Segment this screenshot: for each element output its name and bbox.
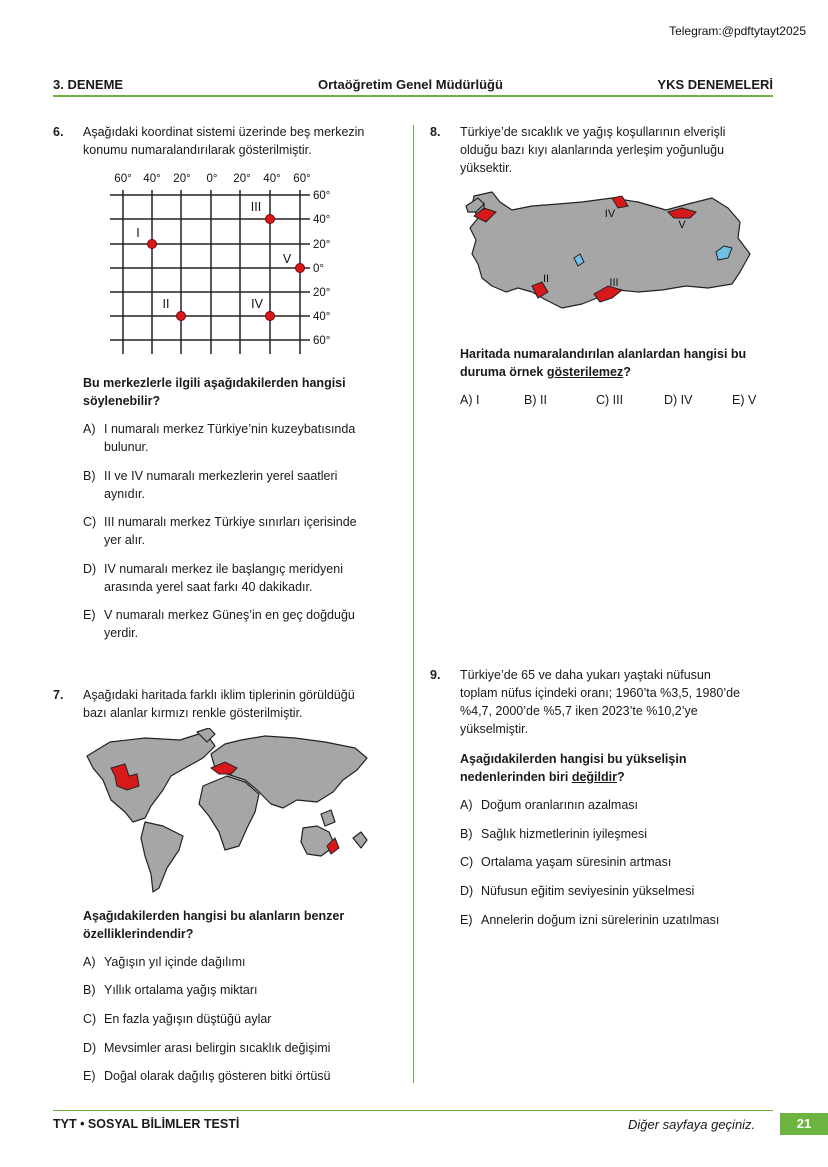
- point-III: [266, 215, 275, 224]
- question-prompt: söylenebilir?: [83, 394, 161, 408]
- question-number: 9.: [430, 668, 441, 682]
- map-label-II: II: [542, 273, 550, 285]
- option-c[interactable]: [83, 1010, 403, 1028]
- option-text: bulunur.: [104, 440, 149, 454]
- prompt-text: ?: [616, 770, 625, 784]
- map-label-I: I: [482, 201, 486, 213]
- option-a[interactable]: A) I: [460, 393, 480, 407]
- question-number: 6.: [53, 125, 64, 139]
- next-page-note: Diğer sayfaya geçiniz.: [628, 1117, 756, 1132]
- question-stem: Türkiye’de 65 ve daha yukarı yaştaki nüfusun: [460, 668, 711, 682]
- lat-label: 40°: [313, 311, 331, 323]
- option-c[interactable]: C) III: [596, 393, 624, 407]
- question-prompt: Aşağıdakilerden hangisi bu yükselişin: [460, 752, 687, 766]
- column-divider: [413, 125, 414, 1083]
- option-key: D): [460, 884, 474, 898]
- option-text: Annelerin doğum izni sürelerinin uzatılması: [481, 913, 720, 927]
- option-text: Nüfusun eğitim seviyesinin yükselmesi: [481, 884, 695, 898]
- lat-label: 40°: [313, 214, 331, 226]
- question-stem: Aşağıdaki koordinat sistemi üzerinde beş merkezin: [83, 125, 365, 139]
- question-prompt: [460, 363, 631, 381]
- question-stem: yükselmiştir.: [460, 722, 529, 736]
- option-e[interactable]: [83, 1067, 403, 1085]
- lon-label: 60°: [114, 173, 132, 185]
- option-text: Sağlık hizmetlerinin iyileşmesi: [481, 827, 648, 841]
- option-text: V numaralı merkez Güneş’in en geç doğduğu: [104, 608, 355, 622]
- exam-number: 3. DENEME: [53, 77, 124, 92]
- lon-label: 20°: [173, 173, 191, 185]
- option-text: I numaralı merkez Türkiye’nin kuzeybatısında: [104, 422, 356, 436]
- option-d[interactable]: [460, 882, 790, 900]
- question-stem: olduğu bazı kıyı alanlarında yerleşim yoğunluğu: [460, 143, 725, 157]
- option-text: Doğum oranlarının azalması: [481, 798, 639, 812]
- map-label-V: V: [678, 219, 686, 231]
- question-stem: toplam nüfus içindeki oranı; 1960’ta %3,5, 1980’de: [460, 686, 741, 700]
- option-key: B): [83, 983, 96, 997]
- point-label-I: I: [136, 226, 140, 240]
- option-key: D): [83, 1041, 97, 1055]
- lon-label: 40°: [143, 173, 161, 185]
- lon-label: 0°: [206, 173, 218, 185]
- point-I: [148, 240, 157, 249]
- option-e[interactable]: E) V: [732, 393, 757, 407]
- option-text: II ve IV numaralı merkezlerin yerel saatleri: [104, 469, 338, 483]
- option-key: B): [83, 469, 96, 483]
- option-key: A): [83, 955, 96, 969]
- lat-label: 60°: [313, 190, 331, 202]
- header-divider: [53, 95, 773, 97]
- point-label-III: III: [250, 200, 262, 214]
- lon-label: 40°: [263, 173, 281, 185]
- world-map-figure: [85, 728, 397, 898]
- option-text: IV numaralı merkez ile başlangıç meridyeni: [104, 562, 343, 576]
- question-prompt: [460, 768, 625, 786]
- option-text: Yağışın yıl içinde dağılımı: [104, 955, 246, 969]
- option-b[interactable]: [460, 825, 790, 843]
- point-II: [177, 312, 186, 321]
- question-stem: %4,7, 2000’de %5,7 iken 2023’te %10,2’ye: [460, 704, 698, 718]
- option-key: C): [83, 515, 97, 529]
- option-text: yer alır.: [104, 533, 145, 547]
- prompt-text: duruma örnek: [460, 365, 547, 379]
- option-text: yerdir.: [104, 626, 139, 640]
- option-b[interactable]: [83, 467, 403, 503]
- institution-name: Ortaöğretim Genel Müdürlüğü: [318, 77, 503, 92]
- option-a[interactable]: [83, 953, 403, 971]
- option-text: Doğal olarak dağılış gösteren bitki örtüsü: [104, 1069, 331, 1083]
- option-text: Mevsimler arası belirgin sıcaklık değişimi: [104, 1041, 331, 1055]
- map-label-III: III: [609, 277, 619, 289]
- option-text: aynıdır.: [104, 487, 145, 501]
- point-label-V: V: [282, 252, 292, 266]
- option-key: E): [83, 1069, 96, 1083]
- option-c[interactable]: [83, 513, 403, 549]
- emphasis-word: gösterilemez: [546, 365, 624, 379]
- question-number: 8.: [430, 125, 441, 139]
- lat-label: 0°: [313, 263, 324, 275]
- option-key: E): [460, 913, 473, 927]
- option-d[interactable]: [83, 560, 403, 596]
- test-name: TYT • SOSYAL BİLİMLER TESTİ: [53, 1117, 240, 1131]
- option-b[interactable]: B) II: [524, 393, 547, 407]
- exam-series: YKS DENEMELERİ: [657, 77, 773, 92]
- footer-divider: [53, 1110, 773, 1111]
- point-IV: [266, 312, 275, 321]
- option-text: Ortalama yaşam süresinin artması: [481, 855, 672, 869]
- question-stem: yüksektir.: [460, 161, 513, 175]
- question-prompt: Haritada numaralandırılan alanlardan hangisi bu: [460, 347, 747, 361]
- lat-label: 20°: [313, 287, 331, 299]
- point-label-II: II: [162, 297, 170, 311]
- question-stem: bazı alanlar kırmızı renkle gösterilmiştir.: [83, 706, 303, 720]
- page-number: 21: [780, 1113, 828, 1135]
- option-c[interactable]: [460, 853, 790, 871]
- lat-label: 60°: [313, 335, 331, 347]
- option-key: A): [83, 422, 96, 436]
- lon-label: 60°: [293, 173, 311, 185]
- question-stem: Aşağıdaki haritada farklı iklim tiplerinin görüldüğü: [83, 688, 355, 702]
- page-header: [53, 77, 773, 95]
- prompt-text: nedenlerinden biri: [460, 770, 572, 784]
- option-text: Yıllık ortalama yağış miktarı: [104, 983, 258, 997]
- option-a[interactable]: [460, 796, 790, 814]
- lat-label: 20°: [313, 239, 331, 251]
- coordinate-grid-figure: [100, 168, 350, 358]
- question-stem: Türkiye’de sıcaklık ve yağış koşullarının elverişli: [460, 125, 726, 139]
- point-label-IV: IV: [251, 297, 263, 311]
- option-text: En fazla yağışın düştüğü aylar: [104, 1012, 272, 1026]
- option-d[interactable]: [83, 1039, 403, 1057]
- option-key: C): [460, 855, 474, 869]
- option-text: arasında yerel saat farkı 40 dakikadır.: [104, 580, 313, 594]
- option-a[interactable]: [83, 420, 403, 456]
- point-V: [296, 264, 305, 273]
- question-stem: konumu numaralandırılarak gösterilmiştir.: [83, 143, 312, 157]
- option-e[interactable]: [83, 606, 403, 642]
- option-e[interactable]: [460, 911, 790, 929]
- option-key: C): [83, 1012, 97, 1026]
- question-prompt: Aşağıdakilerden hangisi bu alanların benzer: [83, 909, 345, 923]
- option-b[interactable]: [83, 981, 403, 999]
- question-prompt: Bu merkezlerle ilgili aşağıdakilerden hangisi: [83, 376, 346, 390]
- question-number: 7.: [53, 688, 64, 702]
- telegram-note: Telegram:@pdftytayt2025: [669, 24, 806, 38]
- map-label-IV: IV: [604, 208, 616, 220]
- question-prompt: özelliklerindendir?: [83, 927, 194, 941]
- lon-label: 20°: [233, 173, 251, 185]
- option-key: E): [83, 608, 96, 622]
- option-text: III numaralı merkez Türkiye sınırları içerisinde: [104, 515, 357, 529]
- option-key: B): [460, 827, 473, 841]
- emphasis-word: değildir: [571, 770, 617, 784]
- option-key: D): [83, 562, 97, 576]
- option-d[interactable]: D) IV: [664, 393, 693, 407]
- prompt-text: ?: [623, 365, 631, 379]
- turkey-map-figure: [462, 182, 758, 322]
- option-key: A): [460, 798, 473, 812]
